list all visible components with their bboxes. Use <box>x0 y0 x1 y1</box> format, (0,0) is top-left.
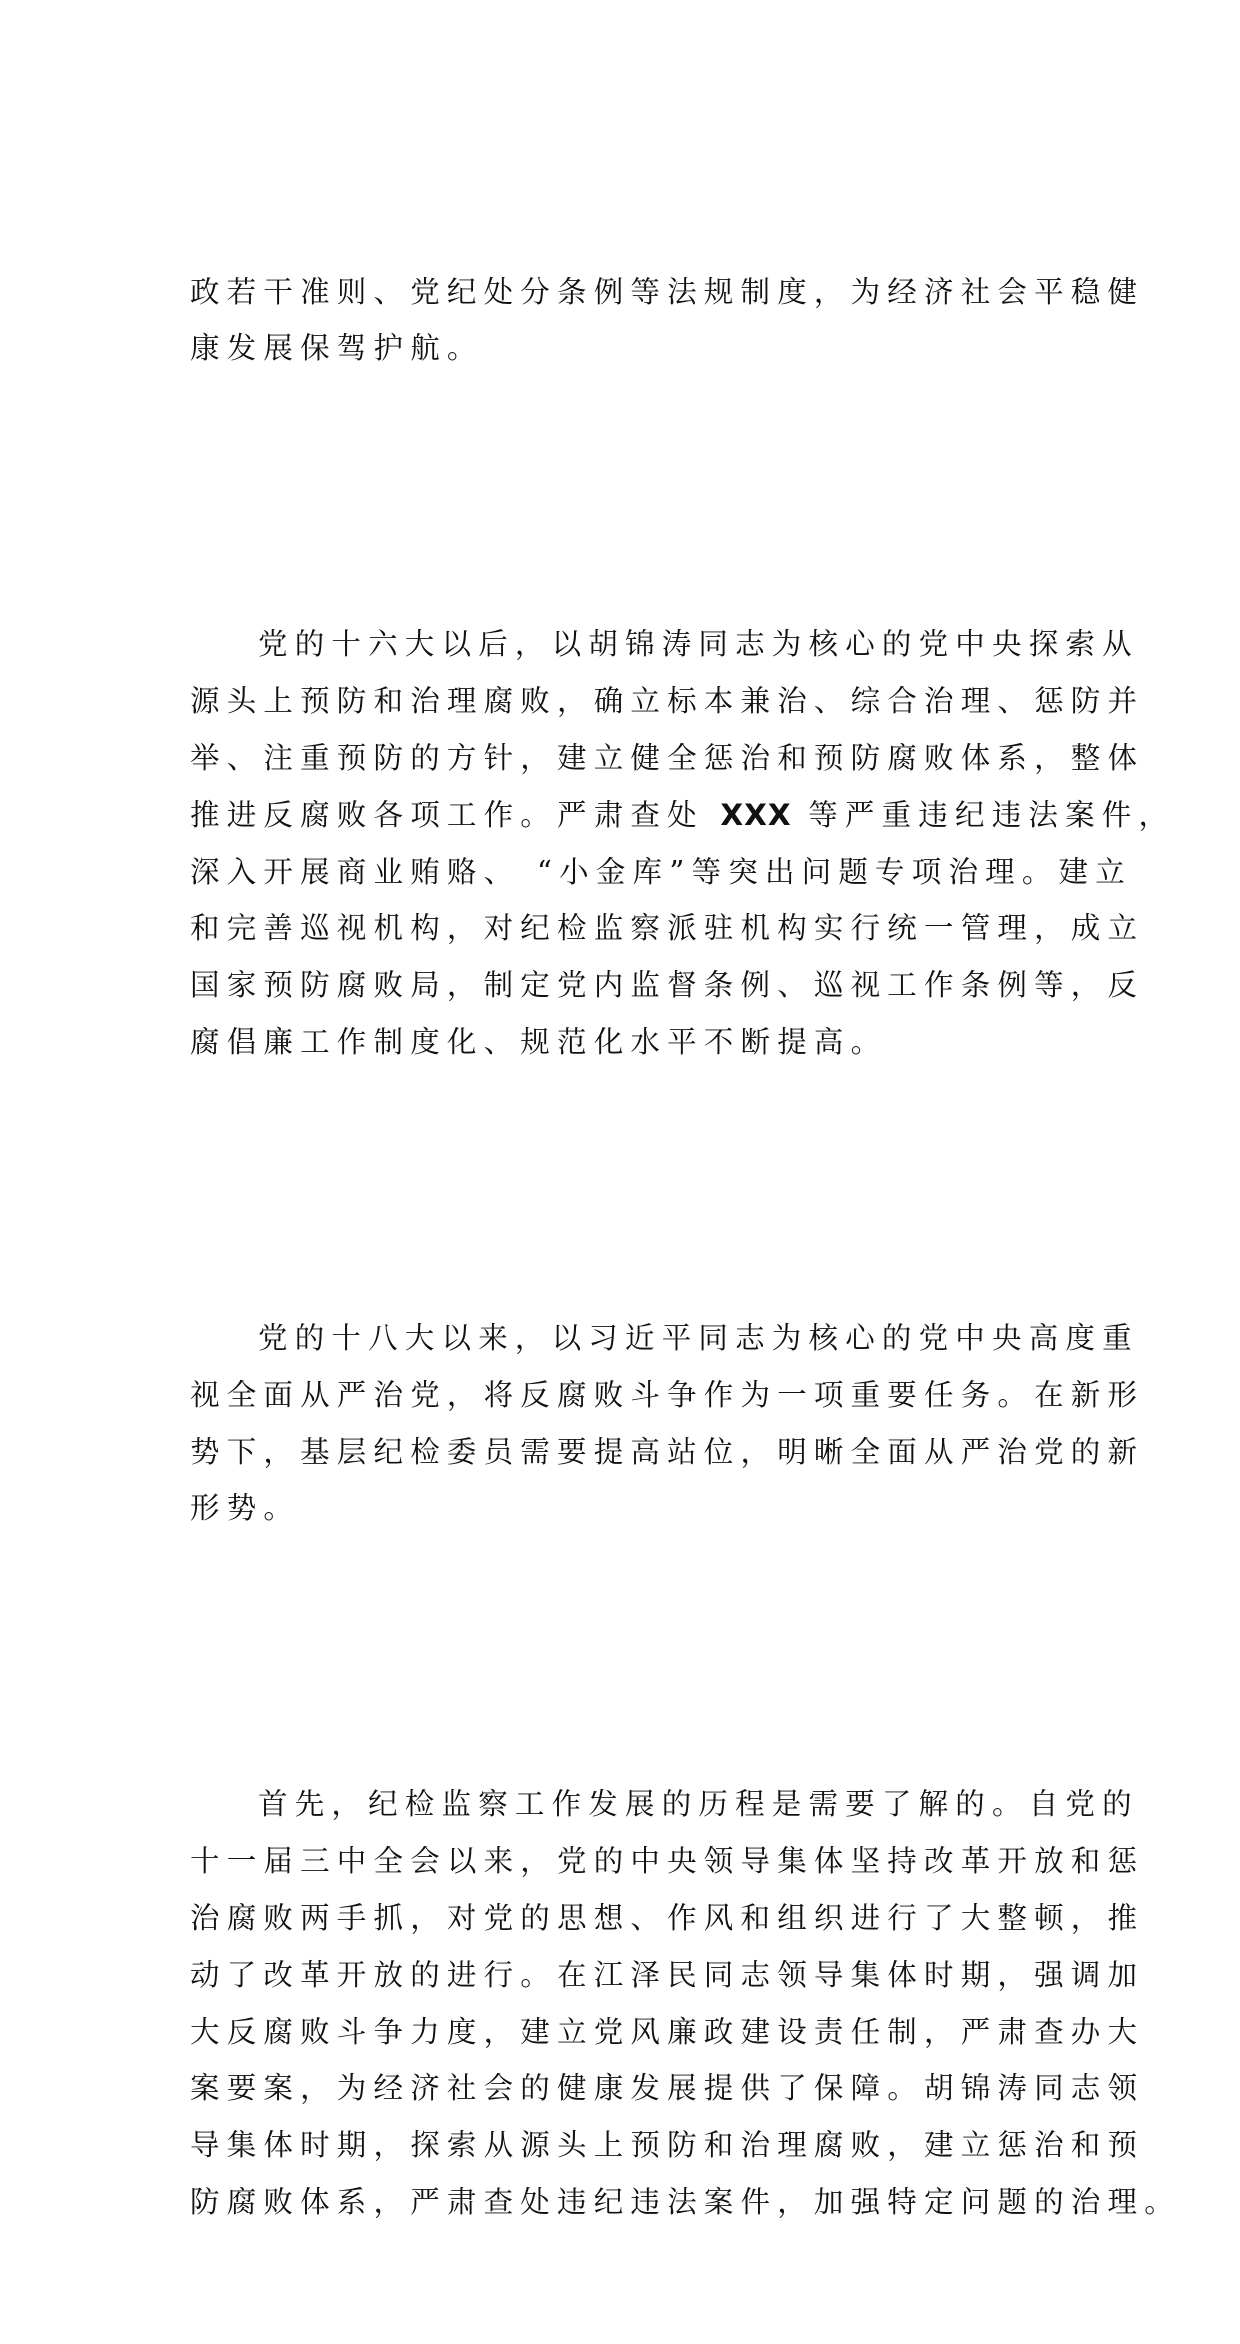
document-body <box>190 150 1181 2344</box>
text-line: 动了改革开放的进行。在江泽民同志领导集体时期，强调加 <box>190 1957 1145 1992</box>
text-line: 首先，纪检监察工作发展的历程是需要了解的。自党的 <box>258 1787 1139 1822</box>
text-line: 治腐败两手抓，对党的思想、作风和组织进行了大整顿，推 <box>190 1900 1145 1935</box>
text-line: 举、注重预防的方针，建立健全惩治和预防腐败体系，整体 <box>190 740 1145 775</box>
paragraph-1 <box>190 150 1145 491</box>
text-line: 国家预防腐败局，制定党内监督条例、巡视工作条例等，反 <box>190 968 1145 1003</box>
paragraph-3 <box>190 1196 1145 1650</box>
text-line: 视全面从严治党，将反腐败斗争作为一项重要任务。在新形 <box>190 1377 1145 1412</box>
text-line: 腐倡廉工作制度化、规范化水平不断提高。 <box>190 1024 888 1059</box>
text-line: 势下，基层纪检委员需要提高站位，明晰全面从严治党的新 <box>190 1434 1145 1469</box>
text-line: 政若干准则、党纪处分条例等法规制度，为经济社会平稳健 <box>190 274 1145 309</box>
text-line: 深入开展商业贿赂、 “小金库”等突出问题专项治理。建立 <box>190 854 1132 889</box>
text-line: 和完善巡视机构，对纪检监察派驻机构实行统一管理，成立 <box>190 911 1145 946</box>
text-line <box>190 787 1176 844</box>
redacted-name: XXX <box>720 797 792 832</box>
text-line: 大反腐败斗争力度，建立党风廉政建设责任制，严肃查办大 <box>190 2014 1145 2049</box>
paragraph-4 <box>190 1663 1181 2344</box>
text-line: 防腐败体系，严肃查处违纪违法案件，加强特定问题的治理。 <box>190 2184 1181 2219</box>
text-line: 党的十八大以来，以习近平同志为核心的党中央高度重 <box>258 1320 1139 1355</box>
text-line: 源头上预防和治理腐败，确立标本兼治、综合治理、惩防并 <box>190 684 1145 719</box>
text-line: 党的十六大以后，以胡锦涛同志为核心的党中央探索从 <box>258 627 1139 662</box>
text-segment: 推进反腐败各项工作。严肃查处 <box>190 797 721 832</box>
text-line: 导集体时期，探索从源头上预防和治理腐败，建立惩治和预 <box>190 2128 1145 2163</box>
text-segment: 等严重违纪违法案件， <box>791 797 1176 832</box>
paragraph-2 <box>190 503 1176 1185</box>
text-line: 康发展保驾护航。 <box>190 331 484 366</box>
text-line: 形势。 <box>190 1491 301 1526</box>
text-line: 十一届三中全会以来，党的中央领导集体坚持改革开放和惩 <box>190 1844 1145 1879</box>
text-line: 案要案，为经济社会的健康发展提供了保障。胡锦涛同志领 <box>190 2071 1145 2106</box>
